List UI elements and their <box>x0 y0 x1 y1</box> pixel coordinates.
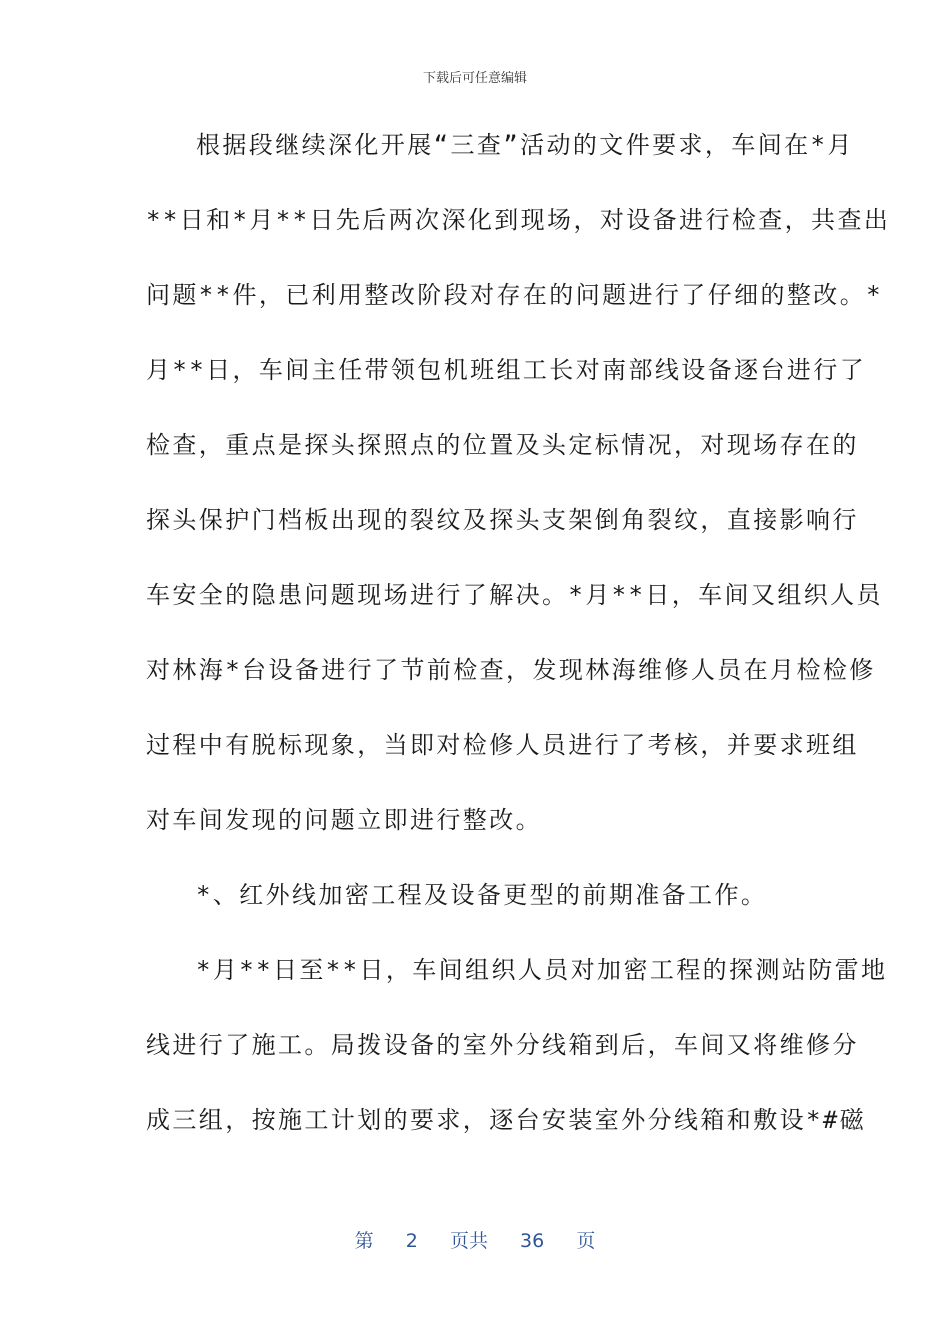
paragraph-line: 线进行了施工。局拨设备的室外分线箱到后，车间又将维修分 <box>146 1031 859 1059</box>
paragraph-line: 车安全的隐患问题现场进行了解决。*月**日，车间又组织人员 <box>146 581 883 609</box>
paragraph-line: 对林海*台设备进行了节前检查，发现林海维修人员在月检检修 <box>146 656 876 684</box>
paragraph-line: **日和*月**日先后两次深化到现场，对设备进行检查，共查出 <box>146 206 891 234</box>
paragraph-line: *月**日至**日，车间组织人员对加密工程的探测站防雷地 <box>196 956 888 984</box>
total-pages: 36 <box>520 1230 545 1252</box>
paragraph-line: 成三组，按施工计划的要求，逐台安装室外分线箱和敷设*#磁 <box>146 1106 867 1134</box>
footer-mid: 页共 <box>449 1230 488 1252</box>
paragraph-line: 根据段继续深化开展“三查”活动的文件要求，车间在*月 <box>196 131 854 159</box>
footer-prefix: 第 <box>354 1230 374 1252</box>
current-page-number: 2 <box>405 1230 418 1252</box>
paragraph-line: 问题**件，已利用整改阶段对存在的问题进行了仔细的整改。* <box>146 281 883 309</box>
paragraph-line: 探头保护门档板出现的裂纹及探头支架倒角裂纹，直接影响行 <box>146 506 859 534</box>
document-body <box>146 120 891 1170</box>
paragraph-line: 月**日，车间主任带领包机班组工长对南部线设备逐台进行了 <box>146 356 867 384</box>
paragraph-line: 对车间发现的问题立即进行整改。 <box>146 806 542 834</box>
paragraph-line: 过程中有脱标现象，当即对检修人员进行了考核，并要求班组 <box>146 731 859 759</box>
header-note: 下载后可任意编辑 <box>422 71 527 86</box>
section-heading-line: *、红外线加密工程及设备更型的前期准备工作。 <box>196 881 768 909</box>
page-footer <box>0 1226 950 1253</box>
footer-suffix: 页 <box>576 1230 596 1252</box>
paragraph-line: 检查，重点是探头探照点的位置及头定标情况，对现场存在的 <box>146 431 859 459</box>
